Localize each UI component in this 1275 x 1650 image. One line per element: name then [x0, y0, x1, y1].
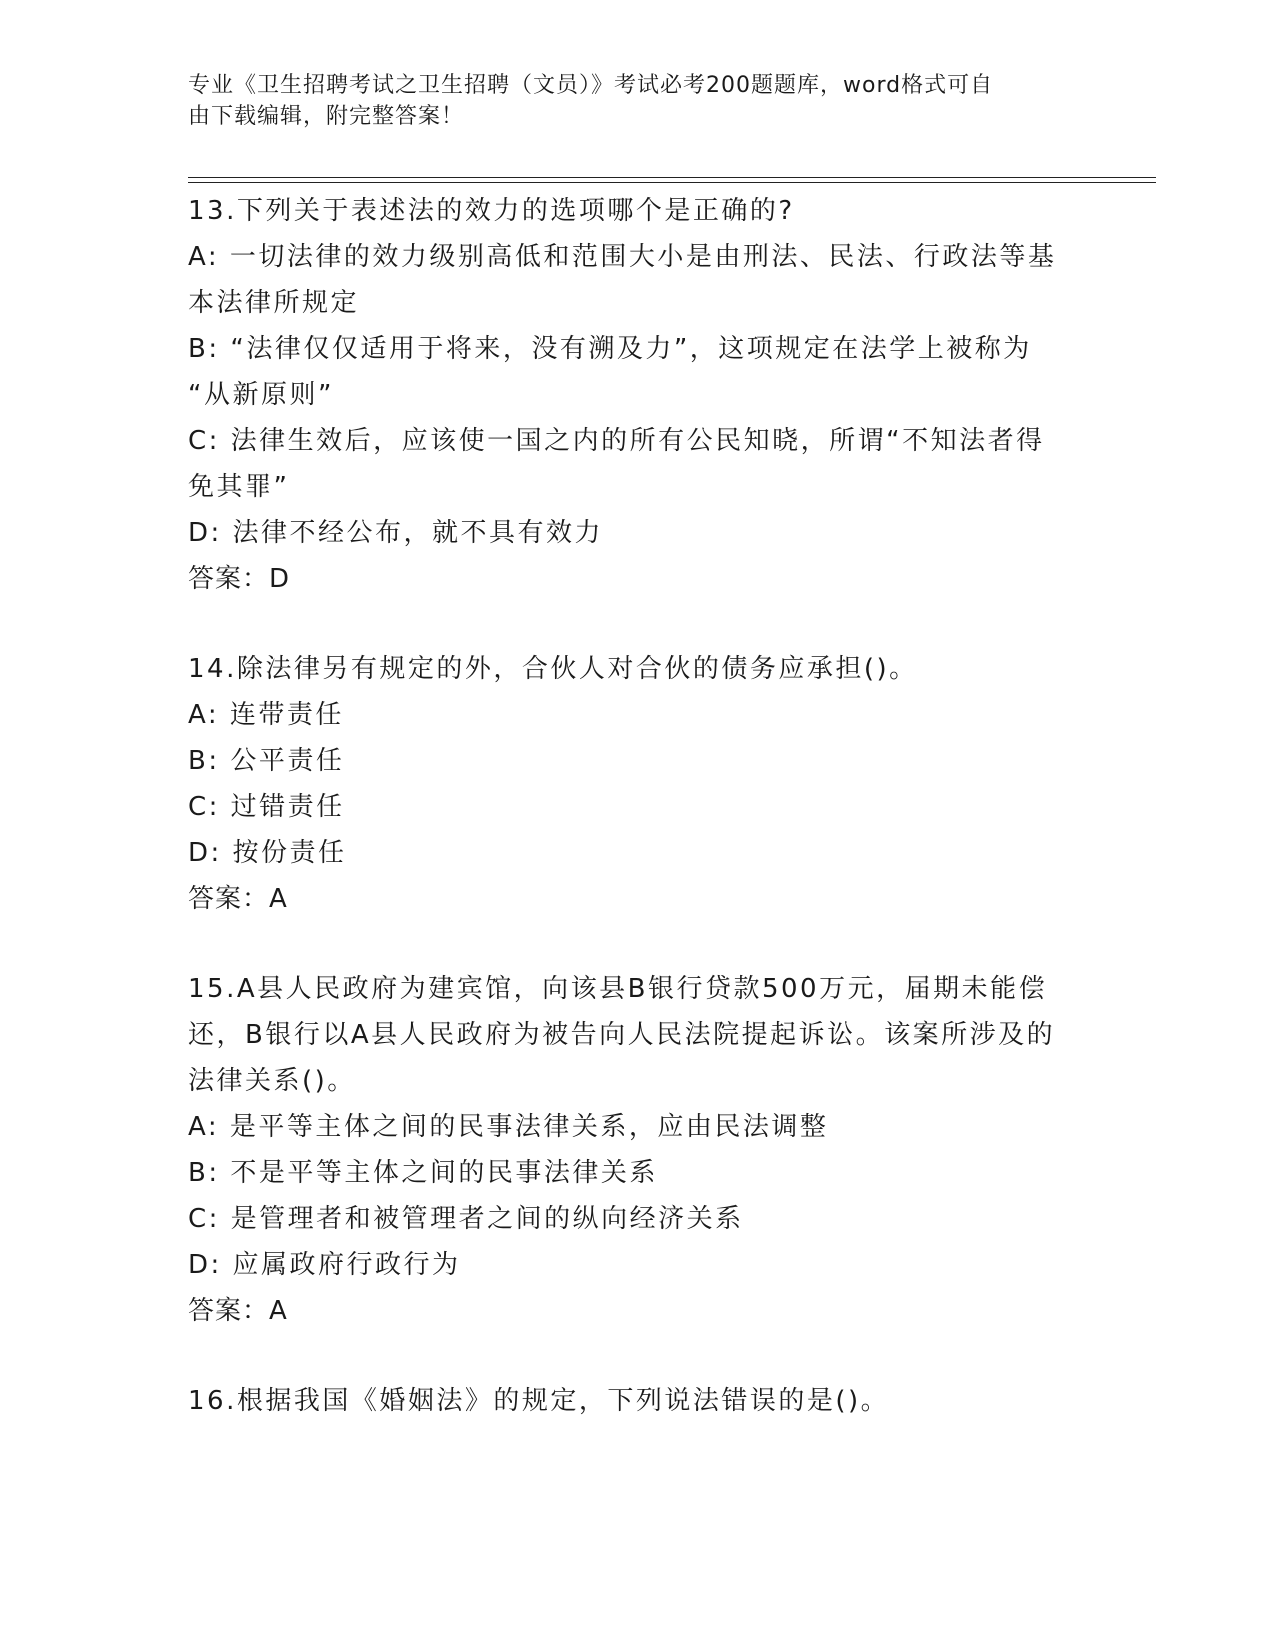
option-text: D: 按份责任	[188, 838, 347, 868]
answer-text: 答案：A	[188, 884, 288, 914]
option-text: 免其罪”	[188, 472, 290, 502]
question-stem: 13.下列关于表述法的效力的选项哪个是正确的?	[188, 196, 795, 226]
option-text: “从新原则”	[188, 380, 334, 410]
option-text: B: “法律仅仅适用于将来，没有溯及力”，这项规定在法学上被称为	[188, 334, 1032, 364]
option-text: B: 不是平等主体之间的民事法律关系	[188, 1158, 658, 1188]
question-spacer	[188, 922, 1088, 966]
header-divider-bottom	[188, 182, 1156, 183]
question-stem: 14.除法律另有规定的外，合伙人对合伙的债务应承担()。	[188, 654, 918, 684]
question-block	[188, 966, 1088, 1334]
header-line-2: 由下载编辑，附完整答案！	[188, 104, 465, 129]
document-header	[188, 70, 1068, 132]
question-stem: 还，B银行以A县人民政府为被告向人民法院提起诉讼。该案所涉及的	[188, 1020, 1056, 1050]
option-text: A: 连带责任	[188, 700, 344, 730]
option-text: D: 应属政府行政行为	[188, 1250, 461, 1280]
option-text: C: 是管理者和被管理者之间的纵向经济关系	[188, 1204, 744, 1234]
option-text: A: 是平等主体之间的民事法律关系，应由民法调整	[188, 1112, 829, 1142]
option-text: 本法律所规定	[188, 288, 360, 318]
header-divider-top	[188, 177, 1156, 178]
question-spacer	[188, 1334, 1088, 1378]
option-text: A: 一切法律的效力级别高低和范围大小是由刑法、民法、行政法等基	[188, 242, 1057, 272]
option-text: C: 法律生效后，应该使一国之内的所有公民知晓，所谓“不知法者得	[188, 426, 1045, 456]
header-line-1: 专业《卫生招聘考试之卫生招聘（文员）》考试必考200题题库，word格式可自	[188, 73, 994, 98]
option-text: B: 公平责任	[188, 746, 345, 776]
question-stem: 16.根据我国《婚姻法》的规定，下列说法错误的是()。	[188, 1386, 890, 1416]
question-list	[188, 188, 1088, 1424]
question-block	[188, 646, 1088, 922]
option-text: D: 法律不经公布，就不具有效力	[188, 518, 604, 548]
question-block	[188, 188, 1088, 602]
answer-text: 答案：D	[188, 564, 291, 594]
answer-text: 答案：A	[188, 1296, 288, 1326]
option-text: C: 过错责任	[188, 792, 345, 822]
question-spacer	[188, 602, 1088, 646]
question-stem: 法律关系()。	[188, 1066, 356, 1096]
question-block	[188, 1378, 1088, 1424]
question-stem: 15.A县人民政府为建宾馆，向该县B银行贷款500万元，届期未能偿	[188, 974, 1048, 1004]
